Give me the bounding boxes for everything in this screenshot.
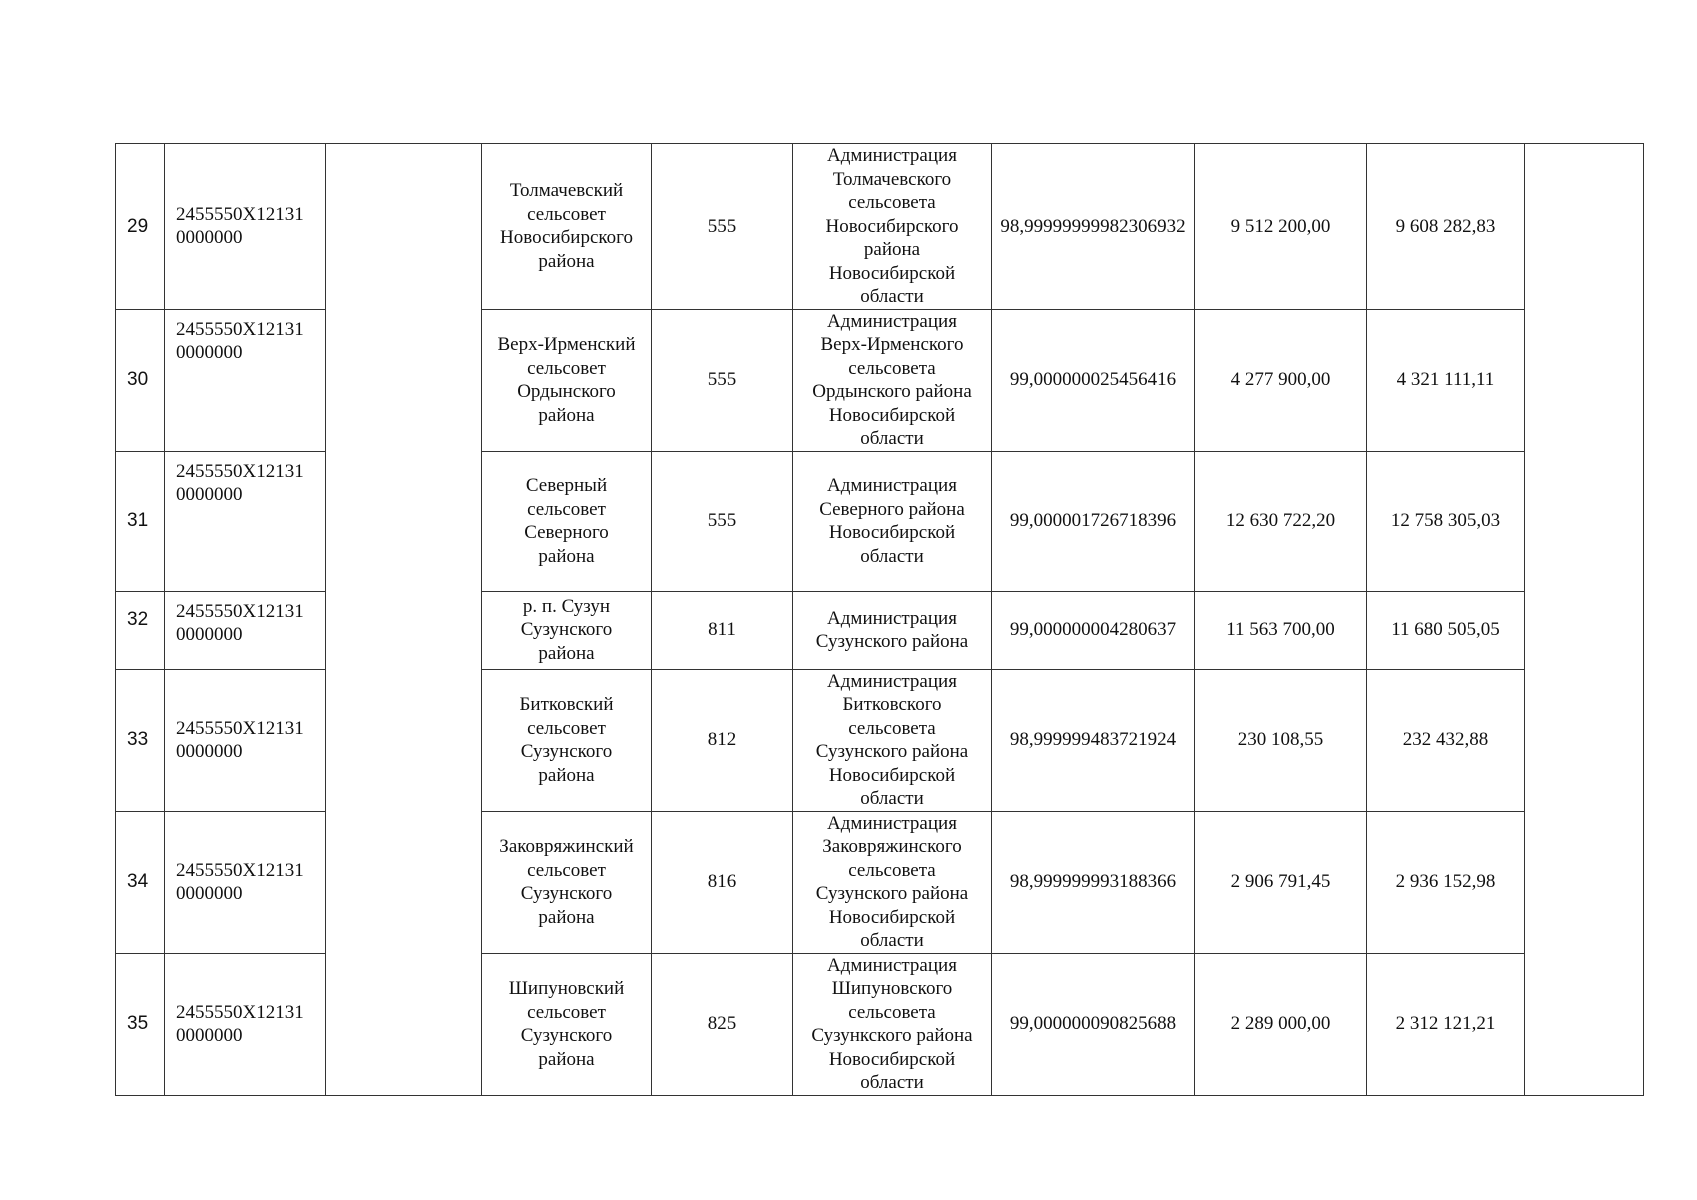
row-number: 29	[116, 144, 165, 310]
admin-code: 825	[652, 953, 793, 1095]
cell-line: 0000000	[176, 227, 243, 249]
cell-line: 2455550Х12131	[176, 1001, 304, 1023]
cell-line: Толмачевского	[832, 168, 952, 190]
cell-line: Новосибирской	[828, 522, 956, 543]
row-number: 32	[116, 591, 165, 669]
cell-line: области	[860, 788, 924, 809]
cell-line: Сузунского района	[815, 631, 969, 652]
cell-line: 0000000	[176, 741, 243, 762]
admin-code: 555	[652, 309, 793, 451]
admin-code: 812	[652, 669, 793, 811]
amount-subsidy: 9 512 200,00	[1195, 144, 1367, 310]
amount-total: 9 608 282,83	[1367, 144, 1525, 310]
cofinancing-percent: 99,000000090825688	[992, 953, 1195, 1095]
settlement-name	[482, 811, 652, 953]
admin-code: 555	[652, 144, 793, 310]
settlement-name	[482, 953, 652, 1095]
amount-total: 4 321 111,11	[1367, 309, 1525, 451]
cell-line: Верх-Ирменского	[820, 334, 964, 355]
cell-line: области	[860, 545, 924, 567]
cell-line: Ордынского	[517, 381, 616, 402]
subsidy-table	[115, 143, 1644, 1096]
cell-line: 2455550Х12131	[176, 460, 304, 482]
budget-code	[165, 811, 326, 953]
cell-line: Администрация	[827, 145, 957, 166]
cell-line: сельсовет	[527, 357, 606, 379]
cell-line: 0000000	[176, 1025, 243, 1046]
cell-line: района	[538, 642, 595, 664]
cell-line: района	[538, 764, 595, 786]
settlement-name	[482, 591, 652, 669]
cell-line: 2455550Х12131	[176, 600, 304, 622]
administration-name	[793, 953, 992, 1095]
cell-line: 2455550Х12131	[176, 203, 304, 225]
cell-line: Ордынского района	[812, 381, 972, 402]
cell-line: Новосибирского	[500, 227, 633, 249]
amount-subsidy: 2 906 791,45	[1195, 811, 1367, 953]
budget-code	[165, 669, 326, 811]
cofinancing-percent: 98,999999483721924	[992, 669, 1195, 811]
cell-line: 2455550Х12131	[176, 318, 304, 340]
cell-line: области	[860, 286, 924, 307]
cell-line: 0000000	[176, 342, 243, 363]
cell-line: области	[860, 428, 924, 449]
settlement-name	[482, 669, 652, 811]
budget-code	[165, 953, 326, 1095]
amount-subsidy: 230 108,55	[1195, 669, 1367, 811]
cofinancing-percent: 99,000001726718396	[992, 451, 1195, 591]
budget-code	[165, 309, 326, 451]
administration-name	[793, 451, 992, 591]
cell-line: сельсовет	[527, 203, 606, 225]
amount-total: 232 432,88	[1367, 669, 1525, 811]
table-row	[116, 144, 1644, 310]
budget-code	[165, 451, 326, 591]
cell-line: района	[538, 1048, 595, 1070]
merged-empty-cell	[326, 144, 482, 1096]
cell-line: Шипуновского	[831, 978, 953, 999]
amount-total: 2 936 152,98	[1367, 811, 1525, 953]
cell-line: Сузункского района	[811, 1025, 973, 1046]
cell-line: района	[538, 545, 595, 567]
cell-line: Верх-Ирменский	[497, 334, 636, 355]
administration-name	[793, 144, 992, 310]
cell-line: Заковряжинского	[822, 836, 962, 857]
cell-line: 0000000	[176, 883, 243, 904]
administration-name	[793, 591, 992, 669]
amount-subsidy: 12 630 722,20	[1195, 451, 1367, 591]
cell-line: Шипуновский	[508, 978, 625, 999]
cofinancing-percent: 98,999999993188366	[992, 811, 1195, 953]
cell-line: Заковряжинский	[499, 836, 634, 857]
budget-code	[165, 144, 326, 310]
cell-line: сельсовета	[848, 717, 936, 739]
amount-subsidy: 2 289 000,00	[1195, 953, 1367, 1095]
cell-line: сельсовет	[527, 1001, 606, 1023]
cell-line: Новосибирской	[828, 262, 956, 284]
settlement-name	[482, 451, 652, 591]
cell-line: Администрация	[827, 812, 957, 834]
cell-line: Толмачевский	[509, 180, 624, 202]
cell-line: Новосибирской	[828, 1048, 956, 1070]
cell-line: Администрация	[827, 607, 957, 629]
amount-subsidy: 11 563 700,00	[1195, 591, 1367, 669]
cell-line: Сузунского	[520, 619, 613, 641]
cell-line: сельсовета	[848, 1001, 936, 1023]
cofinancing-percent: 99,000000025456416	[992, 309, 1195, 451]
cell-line: сельсовета	[848, 192, 936, 213]
cell-line: сельсовета	[848, 859, 936, 881]
row-number: 34	[116, 811, 165, 953]
cell-line: Новосибирской	[828, 906, 956, 928]
cell-line: Сузунского района	[815, 741, 969, 762]
cell-line: Администрация	[827, 310, 957, 332]
row-number: 31	[116, 451, 165, 591]
cell-line: Северный	[525, 475, 608, 496]
budget-code	[165, 591, 326, 669]
cell-line: Битковского	[842, 694, 942, 715]
cell-line: Сузунского	[520, 741, 613, 762]
cell-line: района	[538, 250, 595, 272]
settlement-name	[482, 309, 652, 451]
cell-line: района	[863, 239, 921, 260]
cell-line: района	[538, 906, 595, 928]
administration-name	[793, 309, 992, 451]
amount-total: 2 312 121,21	[1367, 953, 1525, 1095]
cofinancing-percent: 98,99999999982306932	[992, 144, 1195, 310]
cell-line: области	[860, 1072, 924, 1093]
cell-line: сельсовет	[527, 859, 606, 881]
settlement-name	[482, 144, 652, 310]
cell-line: Новосибирской	[828, 764, 956, 786]
cell-line: Сузунского	[520, 883, 613, 904]
table-body	[116, 144, 1644, 1096]
administration-name	[793, 669, 992, 811]
cell-line: области	[860, 930, 924, 951]
administration-name	[793, 811, 992, 953]
cell-line: Новосибирского	[825, 215, 959, 237]
admin-code: 816	[652, 811, 793, 953]
admin-code: 555	[652, 451, 793, 591]
cell-line: 2455550Х12131	[176, 859, 304, 881]
cell-line: сельсовет	[527, 498, 606, 520]
cell-line: Северного района	[819, 498, 965, 520]
cell-line: Сузунского	[520, 1025, 613, 1046]
cell-line: сельсовета	[848, 357, 936, 379]
cell-line: Новосибирской	[828, 404, 956, 426]
amount-total: 12 758 305,03	[1367, 451, 1525, 591]
cell-line: Северного	[524, 522, 609, 543]
amount-total: 11 680 505,05	[1367, 591, 1525, 669]
merged-empty-last-cell	[1525, 144, 1644, 1096]
cofinancing-percent: 99,000000004280637	[992, 591, 1195, 669]
admin-code: 811	[652, 591, 793, 669]
cell-line: сельсовет	[527, 717, 606, 739]
row-number: 35	[116, 953, 165, 1095]
cell-line: Администрация	[827, 670, 957, 692]
cell-line: района	[538, 404, 595, 426]
amount-subsidy: 4 277 900,00	[1195, 309, 1367, 451]
cell-line: Битковский	[519, 694, 614, 715]
cell-line: 0000000	[176, 484, 243, 505]
row-number: 30	[116, 309, 165, 451]
cell-line: 2455550Х12131	[176, 717, 304, 739]
cell-line: Администрация	[827, 475, 957, 496]
row-number: 33	[116, 669, 165, 811]
cell-line: Администрация	[827, 954, 957, 976]
cell-line: 0000000	[176, 624, 243, 645]
cell-line: р. п. Сузун	[522, 595, 611, 617]
cell-line: Сузунского района	[815, 883, 969, 904]
